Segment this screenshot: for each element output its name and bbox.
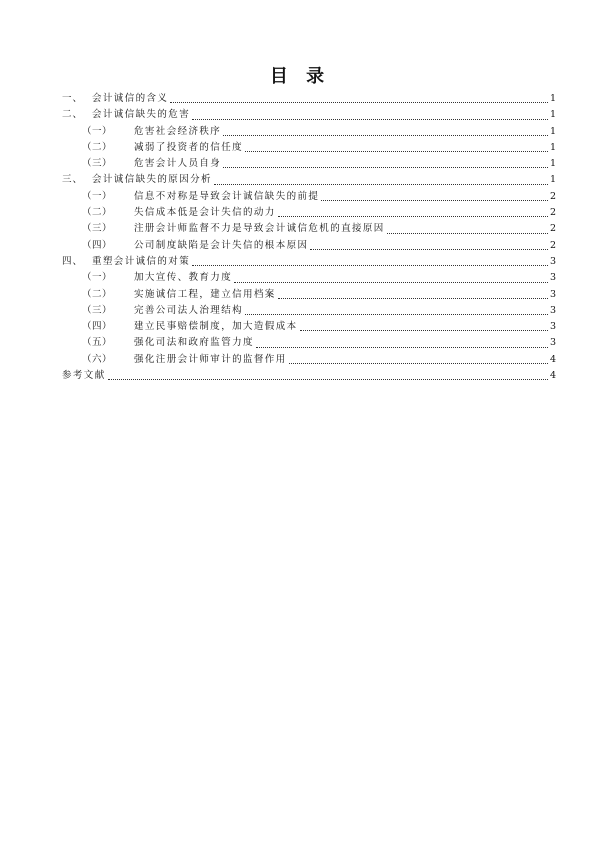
toc-entry-number: 四、 bbox=[62, 255, 84, 267]
toc-entry-number: 一、 bbox=[62, 93, 84, 104]
toc-entry-page: 1 bbox=[549, 93, 556, 104]
dot-leader bbox=[387, 233, 548, 234]
toc-subentry[interactable] bbox=[62, 319, 556, 335]
dot-leader bbox=[321, 200, 548, 201]
toc-entry-label: 会计诚信缺失的原因分析 bbox=[92, 174, 212, 186]
toc-entry-page: 1 bbox=[549, 174, 556, 186]
dot-leader bbox=[108, 379, 548, 380]
toc-entry-page: 1 bbox=[549, 109, 556, 121]
toc-entry-number: （一） bbox=[82, 190, 113, 202]
toc-entry-number: （三） bbox=[82, 223, 113, 235]
dot-leader bbox=[192, 119, 548, 120]
toc-subentry[interactable] bbox=[62, 124, 556, 140]
toc-subentry[interactable] bbox=[62, 140, 556, 156]
toc-entry-label: 加大宣传、教育力度 bbox=[134, 272, 233, 284]
dot-leader bbox=[278, 216, 548, 217]
toc-entry-references[interactable] bbox=[62, 368, 556, 384]
toc-entry-label: 重塑会计诚信的对策 bbox=[92, 255, 191, 267]
toc-entry-page: 4 bbox=[549, 353, 556, 365]
toc-entry-number: （三） bbox=[82, 304, 113, 316]
toc-entry-label: 建立民事赔偿制度，加大造假成本 bbox=[134, 321, 298, 333]
page-title: 目 录 bbox=[269, 66, 331, 87]
toc-entry-number: （二） bbox=[82, 288, 113, 300]
dot-leader bbox=[214, 184, 548, 185]
toc-subentry[interactable] bbox=[62, 221, 556, 237]
toc-entry-page: 3 bbox=[549, 255, 556, 267]
toc-entry-page: 4 bbox=[549, 370, 556, 382]
toc-entry-number: （一） bbox=[82, 125, 113, 137]
toc-entry-label: 注册会计师监督不力是导致会计诚信危机的直接原因 bbox=[134, 223, 385, 235]
toc-entry[interactable] bbox=[62, 172, 556, 188]
dot-leader bbox=[223, 167, 548, 168]
toc-subentry[interactable] bbox=[62, 352, 556, 368]
dot-leader bbox=[234, 282, 548, 283]
toc-subentry[interactable] bbox=[62, 189, 556, 205]
toc-entry-label: 参考文献 bbox=[62, 370, 106, 382]
toc-subentry[interactable] bbox=[62, 287, 556, 303]
dot-leader bbox=[256, 347, 548, 348]
toc-entry-label: 实施诚信工程，建立信用档案 bbox=[134, 288, 276, 300]
toc-subentry[interactable] bbox=[62, 303, 556, 319]
toc-entry[interactable] bbox=[62, 91, 556, 107]
toc-entry-page: 1 bbox=[549, 141, 556, 153]
dot-leader bbox=[278, 298, 548, 299]
table-of-contents bbox=[62, 91, 556, 384]
dot-leader bbox=[223, 135, 548, 136]
dot-leader bbox=[300, 330, 548, 331]
toc-entry-number: 二、 bbox=[62, 109, 84, 121]
toc-entry-label: 危害社会经济秩序 bbox=[134, 125, 222, 137]
toc-entry-label: 完善公司法人治理结构 bbox=[134, 304, 244, 316]
dot-leader bbox=[192, 265, 548, 266]
toc-entry-page: 1 bbox=[549, 125, 556, 137]
toc-entry-page: 3 bbox=[549, 337, 556, 349]
dot-leader bbox=[170, 102, 548, 103]
toc-entry-label: 公司制度缺陷是会计失信的根本原因 bbox=[134, 239, 309, 251]
toc-entry-page: 2 bbox=[549, 239, 556, 251]
toc-entry-page: 3 bbox=[549, 288, 556, 300]
toc-entry-label: 会计诚信的含义 bbox=[92, 93, 169, 104]
toc-subentry[interactable] bbox=[62, 335, 556, 351]
toc-entry-page: 2 bbox=[549, 223, 556, 235]
toc-entry-label: 强化司法和政府监管力度 bbox=[134, 337, 254, 349]
toc-entry-label: 危害会计人员自身 bbox=[134, 158, 222, 170]
toc-entry-page: 3 bbox=[549, 321, 556, 333]
toc-entry-label: 信息不对称是导致会计诚信缺失的前提 bbox=[134, 190, 320, 202]
toc-entry-number: （四） bbox=[82, 239, 113, 251]
toc-entry-number: （一） bbox=[82, 272, 113, 284]
toc-entry-page: 2 bbox=[549, 207, 556, 219]
toc-entry[interactable] bbox=[62, 107, 556, 123]
toc-entry-label: 减弱了投资者的信任度 bbox=[134, 141, 244, 153]
toc-entry-label: 失信成本低是会计失信的动力 bbox=[134, 207, 276, 219]
toc-entry-number: 三、 bbox=[62, 174, 84, 186]
dot-leader bbox=[245, 314, 548, 315]
dot-leader bbox=[289, 363, 548, 364]
toc-subentry[interactable] bbox=[62, 238, 556, 254]
toc-subentry[interactable] bbox=[62, 270, 556, 286]
toc-entry-page: 2 bbox=[549, 190, 556, 202]
toc-entry[interactable] bbox=[62, 254, 556, 270]
toc-entry-label: 强化注册会计师审计的监督作用 bbox=[134, 353, 287, 365]
toc-subentry[interactable] bbox=[62, 205, 556, 221]
toc-entry-label: 会计诚信缺失的危害 bbox=[92, 109, 191, 121]
toc-entry-number: （四） bbox=[82, 321, 113, 333]
toc-entry-number: （三） bbox=[82, 158, 113, 170]
toc-entry-page: 1 bbox=[549, 158, 556, 170]
toc-entry-number: （五） bbox=[82, 337, 113, 349]
toc-subentry[interactable] bbox=[62, 156, 556, 172]
toc-entry-number: （二） bbox=[82, 207, 113, 219]
toc-entry-page: 3 bbox=[549, 272, 556, 284]
dot-leader bbox=[245, 151, 548, 152]
toc-entry-page: 3 bbox=[549, 304, 556, 316]
toc-entry-number: （六） bbox=[82, 353, 113, 365]
toc-entry-number: （二） bbox=[82, 141, 113, 153]
dot-leader bbox=[310, 249, 548, 250]
